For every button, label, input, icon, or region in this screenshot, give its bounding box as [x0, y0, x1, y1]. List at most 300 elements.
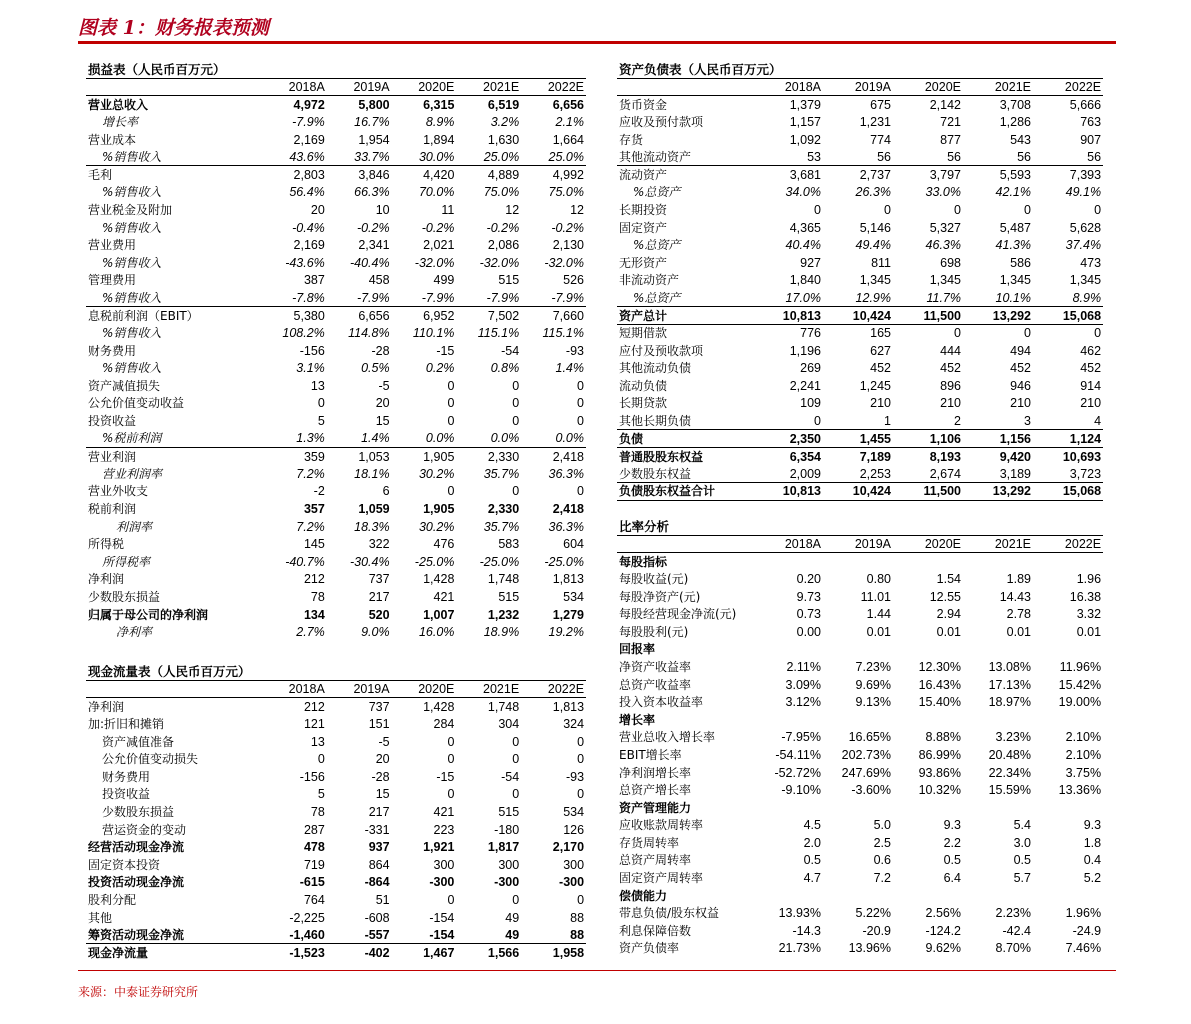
cell-value: 927 [800, 255, 821, 270]
row-label: %销售收入 [86, 148, 262, 166]
cell-value: 49.1% [1065, 185, 1102, 200]
cell-value: 12.9% [823, 289, 893, 307]
cell-value: 0 [512, 734, 520, 749]
cell-value: 30.2% [418, 519, 455, 534]
cell-empty [963, 553, 1033, 571]
cell-value: 0 [577, 734, 585, 749]
cell-empty [823, 887, 893, 905]
row-label: 利润率 [116, 519, 153, 534]
row-label: 存货 [619, 132, 644, 147]
cell-value: 0 [884, 202, 891, 217]
cell-value: 11.96% [1059, 659, 1102, 674]
cell-value: 0.00 [796, 624, 821, 639]
table-row [617, 940, 1103, 958]
cell-value: -0.2% [421, 220, 455, 235]
cell-value: 0.20 [796, 571, 821, 586]
cell-value: 3,797 [929, 168, 961, 183]
cell-value: 9,420 [999, 449, 1031, 464]
cell-empty [963, 711, 1033, 729]
cell-value: 534 [563, 590, 584, 605]
cell-value: -15 [436, 769, 455, 784]
cell-value: 9.0% [361, 625, 390, 640]
cell-value: 4 [1033, 412, 1103, 430]
row-label: 净利润 [88, 699, 125, 714]
cell-empty [753, 711, 823, 729]
cell-value: 0 [512, 378, 520, 393]
cell-value: -1,523 [262, 944, 327, 962]
cell-value: -156 [299, 769, 325, 784]
cell-value: 210 [1010, 396, 1031, 411]
cell-value: 10,424 [823, 483, 893, 501]
table-row [617, 412, 1103, 430]
cell-value: 16.38 [1069, 589, 1102, 604]
cell-value: 776 [800, 326, 821, 341]
cell-empty [823, 799, 893, 817]
cell-value: 3 [963, 412, 1033, 430]
cell-value: 946 [1010, 378, 1031, 393]
cell-empty [893, 641, 963, 659]
table-row [617, 746, 1103, 764]
figure-title: 图表 1：财务报表预测 [78, 17, 269, 39]
cell-value: 13.36% [1058, 783, 1102, 798]
cell-value: 151 [368, 716, 390, 731]
cell-value: 15.59% [988, 783, 1031, 798]
cell-value: 5 [317, 414, 325, 429]
balance-sheet-panel [617, 59, 1103, 501]
cell-value: 2,674 [893, 465, 963, 483]
row-label: 现金净流量 [86, 944, 262, 962]
cell-value: 444 [940, 343, 961, 358]
cell-value: 4.7 [803, 871, 821, 886]
table-row [86, 733, 586, 751]
table-title: 损益表（人民币百万元） [86, 59, 586, 78]
cell-value: 300 [498, 857, 520, 872]
cell-empty [893, 711, 963, 729]
cell-value: -864 [364, 875, 390, 890]
cell-value: 6,315 [423, 97, 455, 112]
cell-value: 1,196 [789, 343, 821, 358]
row-label: 投入资本收益率 [619, 695, 704, 710]
cell-value: 1,455 [823, 430, 893, 448]
cell-value: 121 [303, 716, 325, 731]
cell-value: 51 [375, 892, 390, 907]
row-label: 资产总计 [617, 307, 753, 325]
row-label: 流动负债 [619, 378, 668, 393]
cell-value: 0.01 [866, 624, 891, 639]
cell-value: -30.4% [349, 554, 390, 569]
table-row [617, 342, 1103, 360]
cell-value: 1,345 [929, 273, 961, 288]
cell-value: 34.0% [785, 185, 821, 200]
cell-value: 4,972 [293, 97, 325, 112]
row-label: 固定资本投资 [88, 857, 161, 872]
table-row [86, 236, 586, 254]
balance-sheet-table [617, 59, 1103, 501]
cell-value: 1,157 [789, 114, 821, 129]
cell-value: 11,500 [893, 307, 963, 325]
cell-value: 12 [505, 202, 520, 217]
cell-value: 0.6 [873, 853, 891, 868]
cell-value: 15.40% [918, 695, 961, 710]
row-label: 财务费用 [102, 769, 151, 784]
row-label: 固定资产 [619, 220, 668, 235]
table-row [86, 184, 586, 202]
year-header-row [617, 535, 1103, 553]
cell-value: 0 [1024, 326, 1031, 341]
cell-value: 5.7 [1013, 871, 1031, 886]
cell-value: 627 [870, 343, 891, 358]
row-label: 营业总收入 [88, 97, 149, 112]
cell-value: 9.73 [796, 589, 821, 604]
cell-value: -20.9 [862, 923, 891, 938]
cell-value: 7.2 [873, 871, 891, 886]
cell-value: 1,921 [423, 840, 455, 855]
cell-value: 0 [447, 787, 455, 802]
cashflow-table [86, 661, 586, 962]
cell-value: 247.69% [841, 765, 891, 780]
table-row [617, 623, 1103, 641]
cell-value: 1,231 [859, 114, 891, 129]
row-label: %销售收入 [102, 255, 162, 270]
table-row [617, 817, 1103, 835]
report-header [78, 14, 1116, 44]
table-row [86, 447, 586, 465]
row-label: 其他流动资产 [617, 148, 753, 166]
table-row [617, 483, 1103, 501]
table-row [617, 447, 1103, 465]
cell-value: 217 [368, 804, 390, 819]
table-row [86, 874, 586, 892]
table-row [86, 838, 586, 856]
cell-value: -3.60% [851, 783, 891, 798]
table-title: 比率分析 [617, 516, 1103, 535]
year-header: 2018A [753, 78, 823, 96]
table-row [86, 535, 586, 553]
cell-value: 1.3% [262, 430, 327, 448]
cell-value: 499 [433, 273, 455, 288]
row-label: 资产负债率 [619, 941, 680, 956]
cell-value: 1,379 [789, 97, 821, 112]
cell-value: 1.8 [1083, 835, 1102, 850]
cell-value: -557 [364, 927, 390, 942]
table-row [617, 834, 1103, 852]
cell-value: 9.69% [855, 677, 891, 692]
cell-value: 0 [753, 412, 823, 430]
cell-value: 2,169 [293, 132, 325, 147]
cell-value: 202.73% [841, 747, 891, 762]
cell-value: 0 [317, 752, 325, 767]
cell-value: -0.2% [356, 220, 390, 235]
cell-value: 0.5 [943, 853, 961, 868]
cell-value: 0 [577, 787, 585, 802]
table-row [86, 254, 586, 272]
cell-value: 5,628 [1069, 220, 1102, 235]
cell-value: -7.9% [521, 289, 586, 307]
cell-value: -300 [559, 875, 585, 890]
cell-value: 6,952 [423, 308, 455, 323]
cell-value: 15,068 [1033, 483, 1103, 501]
year-header: 2022E [521, 680, 586, 698]
year-header: 2020E [893, 78, 963, 96]
cell-value: 520 [368, 607, 390, 622]
year-header: 2018A [262, 78, 327, 96]
cell-value: -24.9 [1072, 923, 1102, 938]
row-label: 营业利润 [88, 449, 137, 464]
cell-value: 2,142 [929, 97, 961, 112]
cell-value: 0 [577, 892, 585, 907]
cell-value: -25.0% [479, 554, 520, 569]
cell-value: 3.12% [785, 695, 821, 710]
cell-value: 5 [317, 787, 325, 802]
cell-value: 2,169 [293, 238, 325, 253]
cell-value: 1,092 [789, 132, 821, 147]
cell-value: 126 [563, 822, 585, 837]
row-label: 偿债能力 [619, 888, 668, 903]
cell-value: -180 [494, 822, 520, 837]
cell-value: 165 [870, 326, 891, 341]
cell-value: 2,803 [293, 168, 325, 183]
cell-value: -402 [327, 944, 392, 962]
cell-value: 473 [1080, 255, 1102, 270]
row-label: 负债 [617, 430, 753, 448]
cell-value: 1,664 [552, 132, 584, 147]
row-label: 普通股股东权益 [619, 449, 704, 464]
cell-value: 1.4% [327, 430, 392, 448]
cell-value: 212 [303, 699, 325, 714]
cell-value: 30.2% [418, 466, 455, 481]
cell-value: 526 [563, 273, 584, 288]
cell-value: 774 [870, 132, 891, 147]
row-label: 长期贷款 [619, 396, 668, 411]
cell-value: 4,992 [552, 168, 584, 183]
cell-empty [753, 641, 823, 659]
cell-empty [963, 799, 1033, 817]
cell-value: 0 [512, 892, 520, 907]
cell-value: 1,007 [423, 607, 455, 622]
section-row [617, 553, 1103, 571]
cell-value: 7.23% [855, 659, 891, 674]
cell-value: 877 [940, 132, 961, 147]
cell-value: 1,279 [552, 607, 584, 622]
cell-value: 10 [375, 202, 390, 217]
cell-value: -54 [501, 343, 520, 358]
year-header: 2020E [392, 680, 457, 698]
row-label: 净利润增长率 [619, 765, 692, 780]
cell-value: 86.99% [918, 747, 961, 762]
cell-value: 11,500 [893, 483, 963, 501]
cell-value: 1.44 [866, 607, 891, 622]
cell-empty [893, 799, 963, 817]
cell-value: 88 [570, 927, 585, 942]
row-label: 营业外收支 [88, 484, 149, 499]
row-label: 少数股东损益 [88, 590, 161, 605]
cell-value: 2,241 [789, 378, 821, 393]
cell-value: 17.0% [753, 289, 823, 307]
cell-empty [963, 887, 1033, 905]
table-row [86, 786, 586, 804]
table-row [617, 764, 1103, 782]
year-header: 2022E [521, 78, 586, 96]
cell-value: 35.7% [483, 519, 520, 534]
cell-empty [963, 641, 1033, 659]
cell-value: 20 [310, 202, 325, 217]
cell-value: 5,487 [999, 220, 1031, 235]
cell-value: 2,330 [487, 502, 520, 517]
cell-value: -93 [565, 769, 585, 784]
year-header: 2022E [1033, 78, 1103, 96]
cell-value: -32.0% [544, 255, 584, 270]
cell-value: 1,840 [789, 273, 821, 288]
row-label: 回报率 [619, 642, 656, 657]
cell-value: 9.62% [925, 941, 961, 956]
cell-value: 675 [870, 97, 891, 112]
cell-value: 300 [433, 857, 455, 872]
cell-value: 7.2% [296, 519, 325, 534]
table-row [86, 891, 586, 909]
cell-value: 4.5 [803, 818, 821, 833]
cell-value: 26.3% [855, 185, 891, 200]
cell-value: -7.9% [456, 289, 521, 307]
row-label: 营业利润率 [102, 466, 163, 481]
table-row [86, 272, 586, 290]
cell-empty [823, 553, 893, 571]
cell-value: 21.73% [778, 941, 821, 956]
cell-value: 12 [570, 202, 584, 217]
cell-value: 2.2 [943, 835, 961, 850]
cell-value: 0 [447, 734, 455, 749]
cell-value: 7,393 [1069, 168, 1102, 183]
row-label: 股利分配 [88, 892, 137, 907]
cell-value: 7.2% [296, 466, 325, 481]
cell-value: 0.2% [425, 361, 455, 376]
row-label: 无形资产 [619, 255, 668, 270]
cell-value: 18.3% [354, 519, 390, 534]
cell-value: 534 [563, 804, 585, 819]
year-header: 2022E [1033, 535, 1103, 553]
cell-value: 1,053 [358, 449, 390, 464]
cell-value: 2,330 [487, 449, 520, 464]
cell-value: 0.0% [392, 430, 457, 448]
cell-value: 421 [433, 804, 455, 819]
row-label: 应收及预付款项 [619, 114, 704, 129]
row-label: 增长率 [102, 114, 139, 129]
cell-value: -124.2 [925, 923, 961, 938]
cell-value: 359 [303, 449, 325, 464]
cell-value: 8.9% [425, 114, 455, 129]
cell-value: 515 [498, 804, 520, 819]
cell-value: 78 [310, 804, 325, 819]
cell-value: 2,170 [552, 840, 585, 855]
cell-value: 10,424 [823, 307, 893, 325]
row-label: 管理费用 [88, 273, 137, 288]
cell-value: 9.13% [855, 695, 891, 710]
cell-value: 134 [303, 607, 325, 622]
cell-value: 515 [498, 590, 520, 605]
table-title-row [86, 59, 586, 78]
cell-value: 1,428 [423, 699, 455, 714]
cell-value: 3,681 [789, 168, 821, 183]
cell-value: 12.55 [929, 589, 961, 604]
table-row [617, 96, 1103, 114]
cell-value: 8,193 [929, 449, 961, 464]
cell-value: -0.4% [292, 220, 325, 235]
year-header-row [86, 680, 586, 698]
row-label: 流动资产 [619, 168, 668, 183]
cell-value: 1.4% [555, 361, 584, 376]
cell-value: 109 [800, 396, 821, 411]
cell-value: -2 [313, 484, 325, 499]
table-row [617, 166, 1103, 184]
table-row [86, 166, 586, 184]
row-label: 税前利润 [88, 502, 137, 517]
ratio-panel [617, 516, 1103, 957]
cell-value: 1,566 [456, 944, 521, 962]
cell-value: 56.4% [289, 185, 325, 200]
cell-value: 2.1% [555, 114, 584, 129]
cell-value: 2,253 [823, 465, 893, 483]
table-row [86, 571, 586, 589]
cell-value: -28 [371, 769, 390, 784]
cell-value: 1,286 [999, 114, 1031, 129]
cell-value: 13 [310, 734, 325, 749]
cell-value: 2,350 [753, 430, 823, 448]
table-row [86, 518, 586, 536]
cell-value: -7.9% [327, 289, 392, 307]
table-row [86, 750, 586, 768]
cell-value: 49 [505, 910, 520, 925]
cell-value: 2,021 [423, 238, 455, 253]
row-label: %总资产 [633, 185, 681, 200]
cell-value: 8.88% [925, 730, 961, 745]
cell-value: 37.4% [1065, 238, 1102, 253]
cell-value: 7.46% [1065, 941, 1102, 956]
cell-value: 16.0% [418, 625, 455, 640]
cell-value: 462 [1080, 343, 1102, 358]
table-row [86, 307, 586, 325]
cell-value: 19.2% [548, 625, 584, 640]
cell-value: 1.54 [936, 571, 961, 586]
cell-value: 0 [954, 202, 961, 217]
table-row [86, 113, 586, 131]
cell-value: 93.86% [918, 765, 961, 780]
cell-value: 13.08% [988, 659, 1031, 674]
table-row [86, 803, 586, 821]
cell-value: 3.0 [1013, 835, 1031, 850]
cell-value: 811 [871, 255, 891, 270]
cell-value: 13.93% [778, 906, 821, 921]
cell-value: 0 [512, 787, 520, 802]
cell-value: 115.1% [477, 326, 520, 341]
table-row [617, 465, 1103, 483]
year-header: 2019A [327, 78, 392, 96]
cell-empty [893, 553, 963, 571]
cell-value: 0 [512, 414, 520, 429]
cell-value: -5 [378, 378, 390, 393]
table-row [617, 430, 1103, 448]
cell-value: 217 [368, 590, 390, 605]
table-row [86, 465, 586, 483]
cell-value: 0.0% [521, 430, 586, 448]
cell-value: 3,723 [1033, 465, 1103, 483]
cell-value: -608 [364, 910, 390, 925]
table-row [617, 307, 1103, 325]
row-label: 其他流动负债 [619, 361, 692, 376]
cell-value: 1,106 [893, 430, 963, 448]
cell-value: 0.8% [490, 361, 520, 376]
cell-value: 49.4% [855, 238, 891, 253]
cell-value: 1,813 [552, 572, 584, 587]
cell-value: 1,245 [859, 378, 891, 393]
